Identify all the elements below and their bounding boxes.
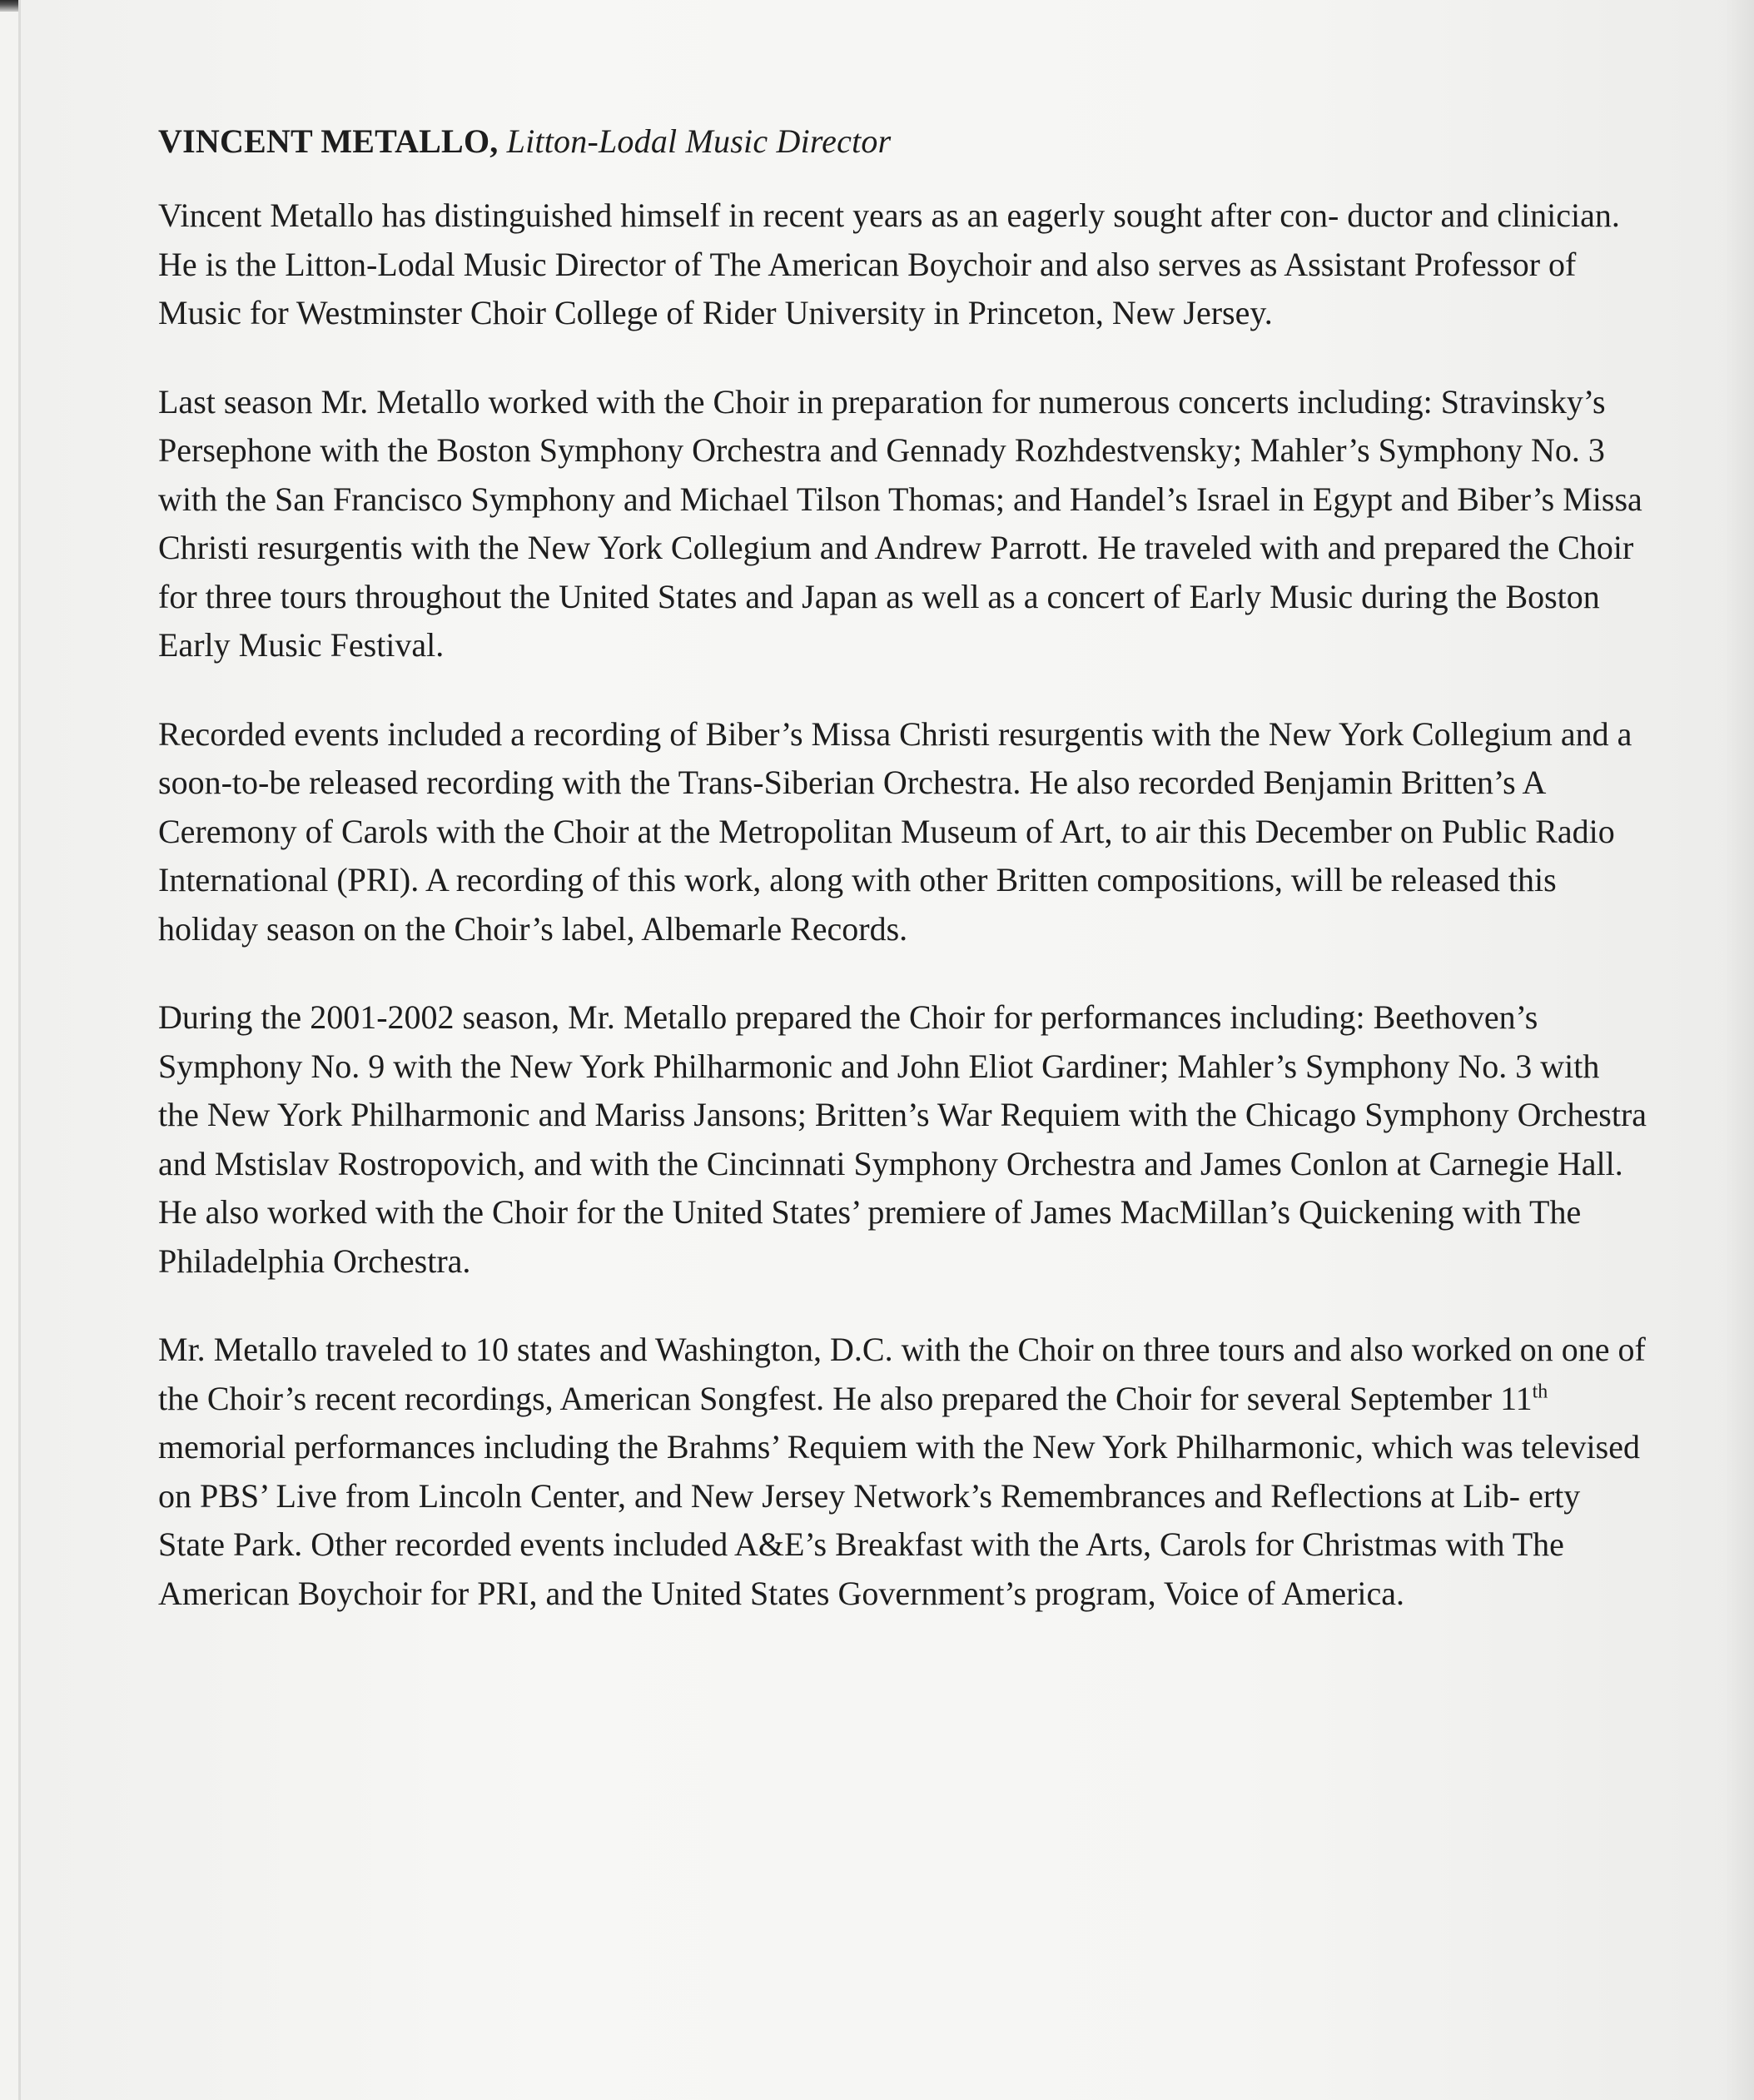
paragraph-recorded-events: Recorded events included a recording of Biber’s Missa Christi resurgentis with the New York Collegium and a soon-to-be released recording with the Trans-Siberian Orchestra. He also recorded Benjamin Britten’s A Ceremony of Carols with the Choir at the Metropolitan Museum of Art, to air this December on Public Radio International (PRI). A recording of this work, along with other Britten compositions, will be released this holiday season on the Choir’s label, Albemarle Records. — [158, 714, 1632, 948]
heading-role: Litton-Lodal Music Director — [506, 122, 892, 160]
paragraph-tours — [158, 1326, 1648, 1618]
paragraph-tours-part-1: Mr. Metallo traveled to 10 states and Washington, D.C. with the Choir on three tours and also worked on one of the Choir’s recent recordings, American Songfest. He also prepared the Choir for several September 11 — [158, 1331, 1646, 1417]
document-body — [158, 117, 1648, 1658]
paragraph-tours-part-2: memorial performances including the Brahms’ Requiem with the New York Philharmonic, which was televised on PBS’ Live from Lincoln Center, and New Jersey Network’s Remembrances and Reflections at Lib- erty State Park. Other recorded events included A&E’s Breakfast with the Arts, Carols for Christmas with The American Boychoir for PRI, and the United States Government’s program, Voice of America. — [158, 1428, 1640, 1612]
paragraph-2001-2002-season: During the 2001-2002 season, Mr. Metallo prepared the Choir for performances including: Beethoven’s Symphony No. 9 with the New York Philharmonic and John Eliot Gardiner; Mahler’s Symphony No. 3 with the New York Philharmonic and Mariss Jansons; Britten’s War Requiem with the Chicago Symphony Orchestra and Mstislav Rostropovich, and with the Cincinnati Symphony Orchestra and James Conlon at Carnegie Hall. He also worked with the Choir for the United States’ premiere of James MacMillan’s Quickening with The Philadelphia Orchestra. — [158, 998, 1647, 1280]
heading-name: VINCENT METALLO, — [158, 122, 499, 160]
paragraph-intro: Vincent Metallo has distinguished himself in recent years as an eagerly sought after con- ductor and clinician. He is the Litton-Lodal Music Director of The American Boychoir and also serves as Assistant Professor of Music for Westminster Choir College of Rider University in Princeton, New Jersey. — [158, 197, 1620, 331]
page-shadow — [1723, 0, 1754, 2100]
bio-heading — [158, 117, 1648, 167]
paragraph-last-season: Last season Mr. Metallo worked with the Choir in preparation for numerous concerts including: Stravinsky’s Persephone with the Boston Symphony Orchestra and Gennady Rozhdestvensky; Mahler’s Symphony No. 3 with the San Francisco Symphony and Michael Tilson Thomas; and Handel’s Israel in Egypt and Biber’s Missa Christi resurgentis with the New York Collegium and Andrew Parrott. He traveled with and prepared the Choir for three tours throughout the United States and Japan as well as a concert of Early Music during the Boston Early Music Festival. — [158, 382, 1642, 664]
ordinal-suffix: th — [1532, 1381, 1548, 1403]
